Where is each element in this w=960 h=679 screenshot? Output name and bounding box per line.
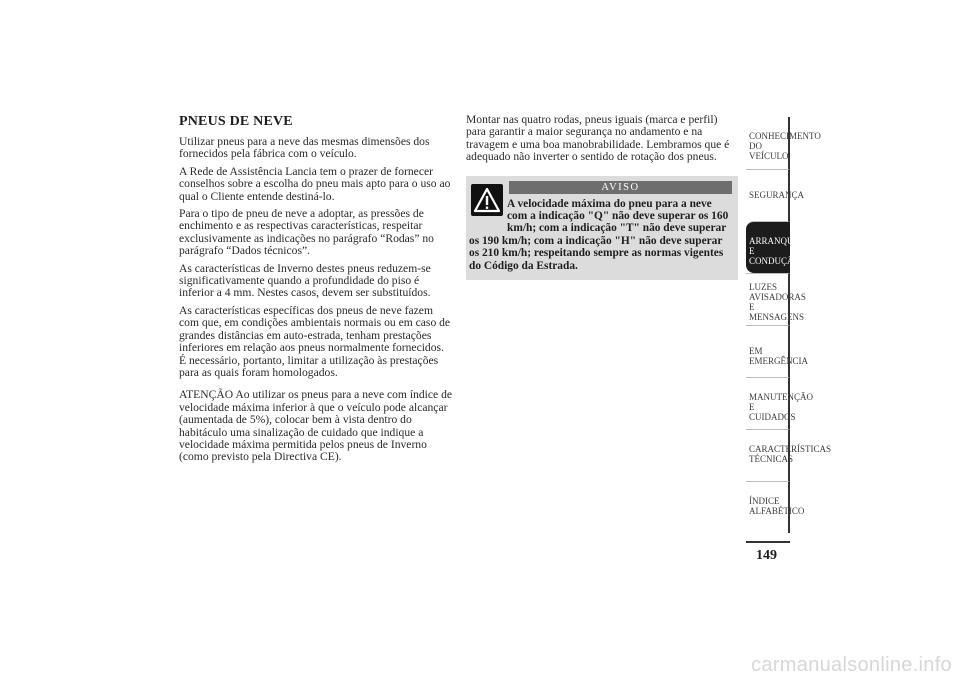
left-column <box>179 114 453 469</box>
warning-box <box>466 176 738 280</box>
attention-paragraph: ATENÇÃO Ao utilizar os pneus para a neve com índice de velocidade máxima inferior à que o veículo pode alcançar (aumentada de 5%), colocar bem à vista dentro do habitáculo uma sinalização de cuidado que indique a velocidade máxima permitida pelos pneus de Inverno (como previsto pela Directiva CE). <box>179 388 453 464</box>
tab-seguranca[interactable]: SEGURANÇA <box>746 169 790 221</box>
warning-title: AVISO <box>509 181 732 194</box>
page-number: 149 <box>756 548 777 563</box>
paragraph: As características de Inverno destes pneus reduzem-se significativamente quando a profundidade do piso é inferior a 4 mm. Nestes casos, devem ser substituídos. <box>179 261 431 300</box>
paragraph: Utilizar pneus para a neve das mesmas dimensões dos fornecidos pela fábrica com o veículo. <box>179 135 430 161</box>
tab-em-emergencia[interactable]: EM EMERGÊNCIA <box>746 325 790 377</box>
warning-text: A velocidade máxima do pneu para a neve com a indicação "Q" não deve superar os 160 km/h; com a indicação "T" não deve superar os 190 km/h; com a indicação "H" não deve superar os 210 km/h; respeitando sempre as normas vigentes do Código da Estrada. <box>469 197 729 272</box>
right-column <box>466 114 738 280</box>
tab-caracteristicas-tecnicas[interactable]: CARACTERÍSTICAS TÉCNICAS <box>746 429 790 481</box>
tab-manutencao-e-cuidados[interactable]: MANUTENÇÃO E CUIDADOS <box>746 377 790 429</box>
intro-paragraph: Montar nas quatro rodas, pneus iguais (marca e perfil) para garantir a maior segurança no andamento e na travagem e uma boa manobrabilidade. Lembramos que é adequado não inverter o sentido de rotação dos pneus. <box>466 113 730 164</box>
chapter-tabs <box>746 117 832 533</box>
tab-conhecimento-do-veiculo[interactable]: CONHECIMENTO DO VEÍCULO <box>746 117 790 169</box>
paragraph: Para o tipo de pneu de neve a adoptar, as pressões de enchimento e as respectivas características, respeitar exclusivamente as indicações no parágrafo “Rodas” no parágrafo “Dados técnicos”. <box>179 207 434 258</box>
paragraph: As características específicas dos pneus de neve fazem com que, em condições ambientais normais ou em caso de grandes distâncias em auto-estrada, tenham prestações inferiores em relação aos pneus normalmente fornecidos. É necessário, portanto, limitar a utilização às prestações para as quais foram homologados. <box>179 303 451 379</box>
watermark: carmanualsonline.info <box>751 654 952 676</box>
tab-indice-alfabetico[interactable]: ÍNDICE ALFABÉTICO <box>746 481 790 533</box>
tab-luzes-avisadoras-e-mensagens[interactable]: LUZES AVISADORAS E MENSAGENS <box>746 273 790 325</box>
paragraph: A Rede de Assistência Lancia tem o prazer de fornecer conselhos sobre a escolha do pneu mais apto para o uso ao qual o Cliente entende destiná-lo. <box>179 164 451 203</box>
warning-text-block <box>469 198 732 272</box>
tabs-bottom-rule <box>746 541 790 543</box>
tab-arranque-e-conducao[interactable]: ARRANQUE E CONDUÇÃO <box>746 221 790 273</box>
section-heading: PNEUS DE NEVE <box>179 114 293 129</box>
warning-triangle-icon <box>471 184 503 216</box>
